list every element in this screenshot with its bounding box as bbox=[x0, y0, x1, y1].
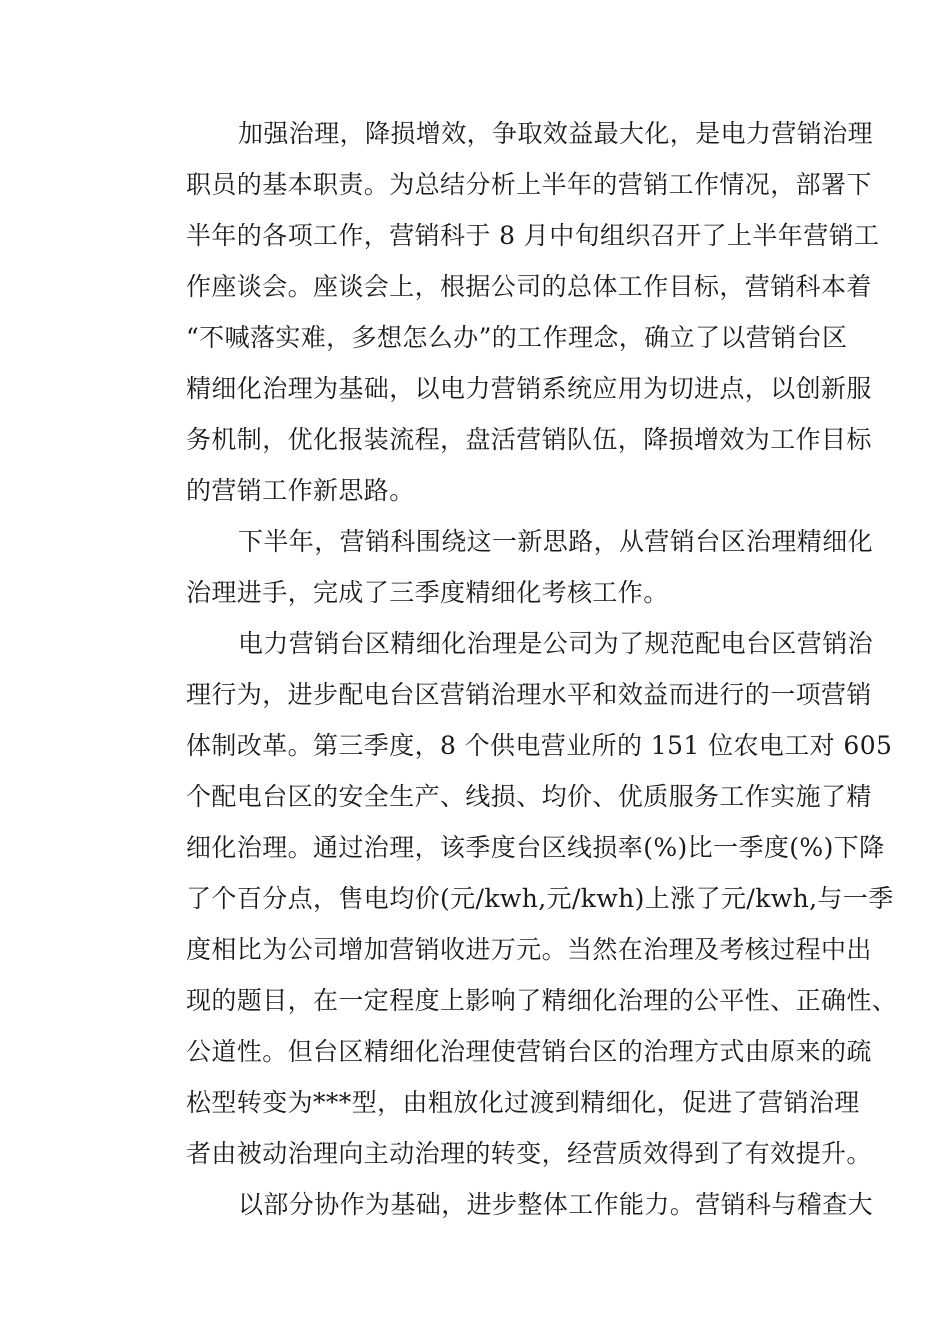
paragraph-2 bbox=[134, 516, 874, 618]
text-line: 现的题目，在一定程度上影响了精细化治理的公平性、正确性、 bbox=[186, 986, 898, 1015]
paragraph-3 bbox=[134, 618, 898, 1179]
text-line: 体制改革。第三季度，8 个供电营业所的 151 位农电工对 605 bbox=[186, 731, 893, 760]
text-line: 公道性。但台区精细化治理使营销台区的治理方式由原来的疏 bbox=[186, 1037, 872, 1066]
text-line: 务机制，优化报装流程，盘活营销队伍，降损增效为工作目标 bbox=[186, 425, 872, 454]
paragraph-4 bbox=[134, 1179, 874, 1230]
text-line: 了个百分点，售电均价(元/kwh,元/kwh)上涨了元/kwh,与一季 bbox=[186, 884, 894, 913]
document-body bbox=[134, 108, 898, 1230]
text-line: 加强治理，降损增效，争取效益最大化，是电力营销治理 bbox=[238, 119, 874, 148]
text-line: 半年的各项工作，营销科于 8 月中旬组织召开了上半年营销工 bbox=[186, 221, 880, 250]
text-line: 职员的基本职责。为总结分析上半年的营销工作情况，部署下 bbox=[186, 170, 872, 199]
text-line: 理行为，进步配电台区营销治理水平和效益而进行的一项营销 bbox=[186, 680, 872, 709]
text-line: 电力营销台区精细化治理是公司为了规范配电台区营销治 bbox=[238, 629, 874, 658]
text-line: 者由被动治理向主动治理的转变，经营质效得到了有效提升。 bbox=[186, 1139, 872, 1168]
text-line: 松型转变为***型，由粗放化过渡到精细化，促进了营销治理 bbox=[186, 1088, 860, 1117]
text-line: “不喊落实难，多想怎么办”的工作理念，确立了以营销台区 bbox=[186, 323, 848, 352]
text-line: 细化治理。通过治理，该季度台区线损率(%)比一季度(%)下降 bbox=[186, 833, 885, 862]
text-line: 以部分协作为基础，进步整体工作能力。营销科与稽查大 bbox=[238, 1190, 874, 1219]
text-line: 下半年，营销科围绕这一新思路，从营销台区治理精细化 bbox=[238, 527, 874, 556]
text-line: 精细化治理为基础，以电力营销系统应用为切进点，以创新服 bbox=[186, 374, 872, 403]
paragraph-1 bbox=[134, 108, 880, 516]
text-line: 度相比为公司增加营销收进万元。当然在治理及考核过程中出 bbox=[186, 935, 872, 964]
text-line: 作座谈会。座谈会上，根据公司的总体工作目标，营销科本着 bbox=[186, 272, 872, 301]
text-line: 的营销工作新思路。 bbox=[186, 476, 415, 505]
text-line: 个配电台区的安全生产、线损、均价、优质服务工作实施了精 bbox=[186, 782, 872, 811]
text-line: 治理进手，完成了三季度精细化考核工作。 bbox=[186, 578, 669, 607]
